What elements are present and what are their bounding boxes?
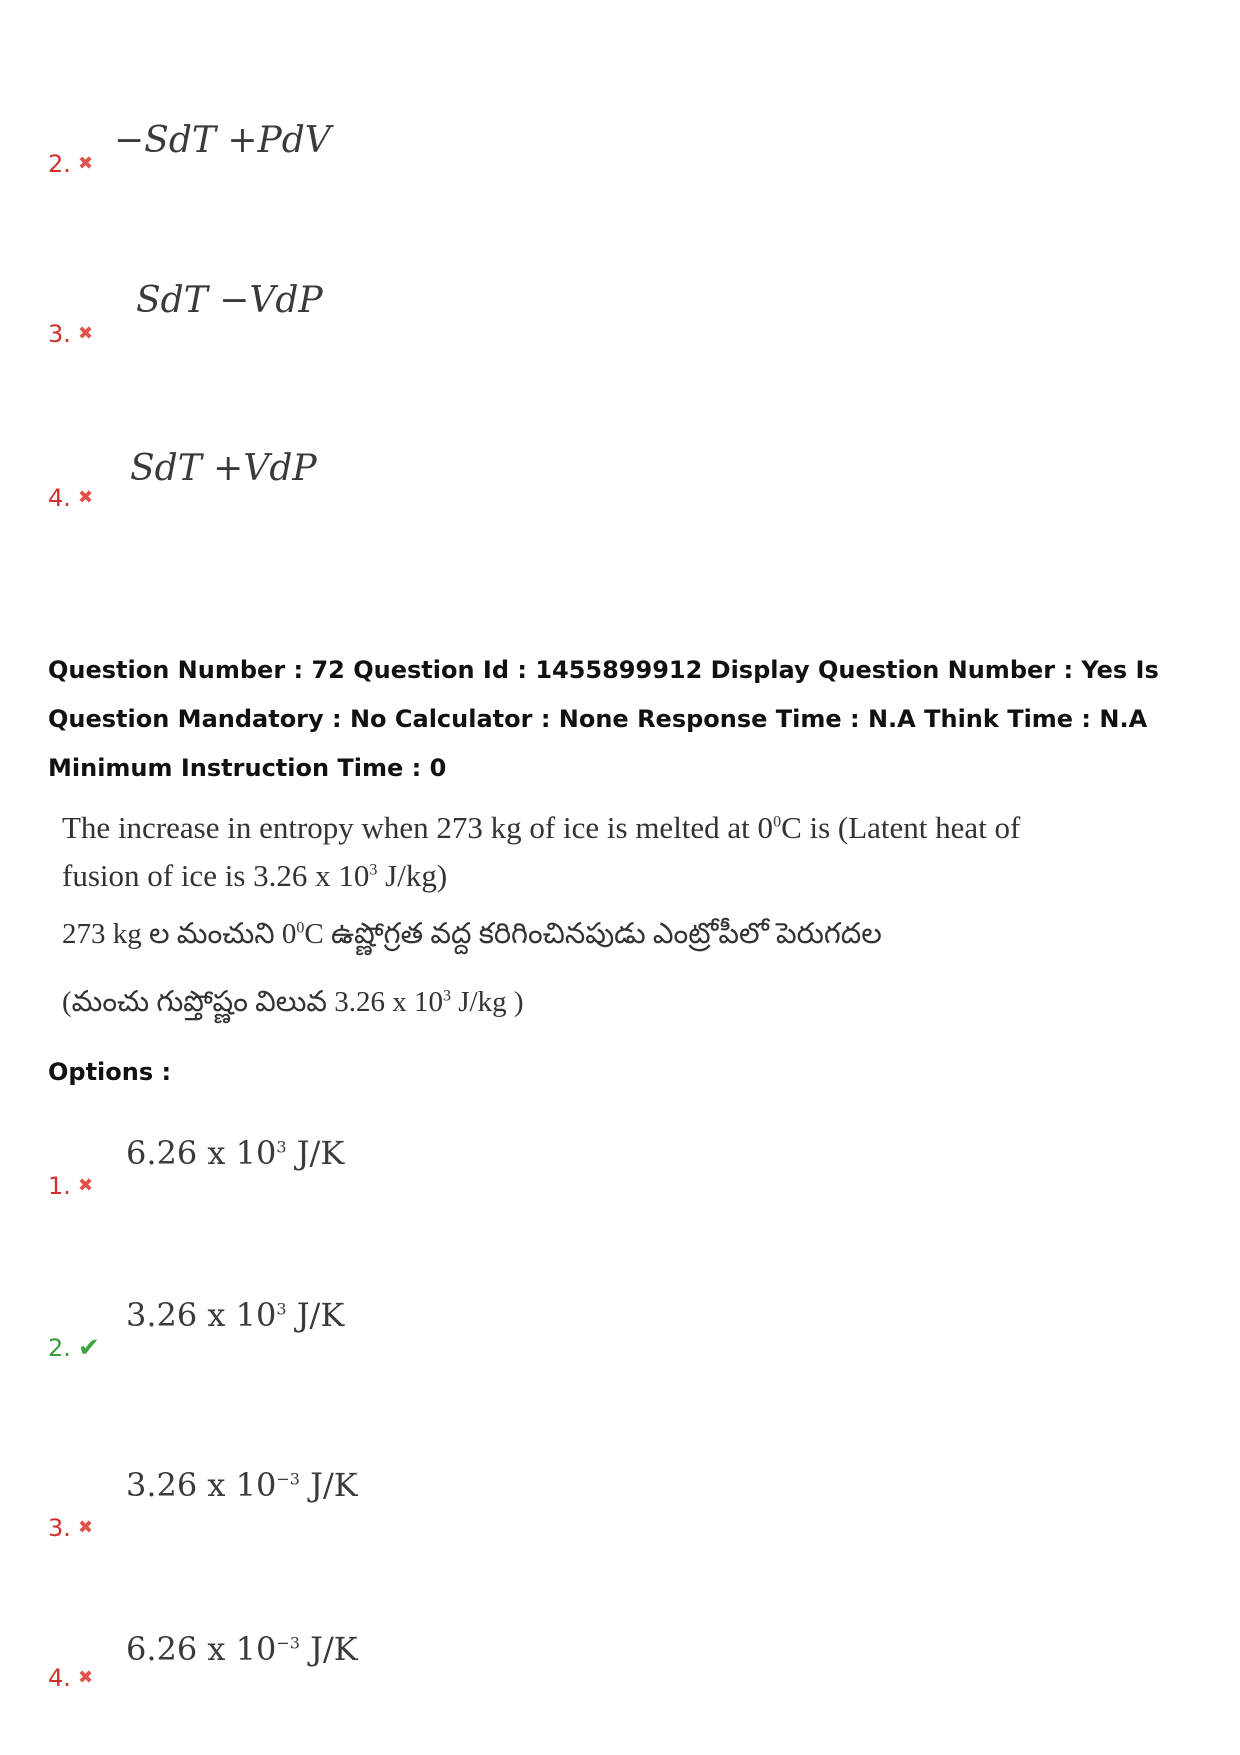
question-meta: Question Number : 72 Question Id : 1455899912 Display Question Number : Yes Is Question Mandatory : No Calculator : None Response Time : N.A Think Time : N.A Minimum Instruction Time : 0 [48,656,1159,782]
option-4-value: 6.26 x $10^{-3}$ J/K [126,1630,358,1668]
cross-icon: ✖ [78,1667,94,1688]
check-icon: ✔ [78,1333,100,1363]
option-number: 4. [48,1664,71,1692]
cross-icon: ✖ [78,323,94,344]
option-number: 2. [48,1334,71,1362]
question-text-en-line1: The increase in entropy when 273 kg of ice is melted at $0^0C$ is (Latent heat of [62,810,1021,845]
option-number: 3. [48,1514,71,1542]
question-text-te-line1: 273 kg ల మంచుని $0^0C$ ఉష్ణోగ్రత వద్ద కరిగించినపుడు ఎంట్రోపీలో పెరుగదల [62,918,882,950]
option-number: 3. [48,320,71,348]
cross-icon: ✖ [78,1517,94,1538]
cross-icon: ✖ [78,1175,94,1196]
prev-option-3-formula: SdT −VdP [136,280,323,321]
question-text-te-line2: (మంచు గుప్తోష్ణం విలువ 3.26 x $10^3$ J/kg ) [62,986,524,1018]
option-number: 1. [48,1172,71,1200]
option-3-value: 3.26 x $10^{-3}$ J/K [126,1466,358,1504]
prev-option-2-formula: −SdT +PdV [114,120,331,161]
option-2-value: 3.26 x $10^3$ J/K [126,1296,345,1334]
option-number: 2. [48,150,71,178]
option-1-value: 6.26 x $10^3$ J/K [126,1134,345,1172]
cross-icon: ✖ [78,153,94,174]
question-text-en-line2: fusion of ice is 3.26 x $10^3$ J/kg) [62,858,448,893]
option-number: 4. [48,484,71,512]
options-label: Options : [48,1058,172,1086]
prev-option-4-formula: SdT +VdP [130,448,317,489]
cross-icon: ✖ [78,487,94,508]
